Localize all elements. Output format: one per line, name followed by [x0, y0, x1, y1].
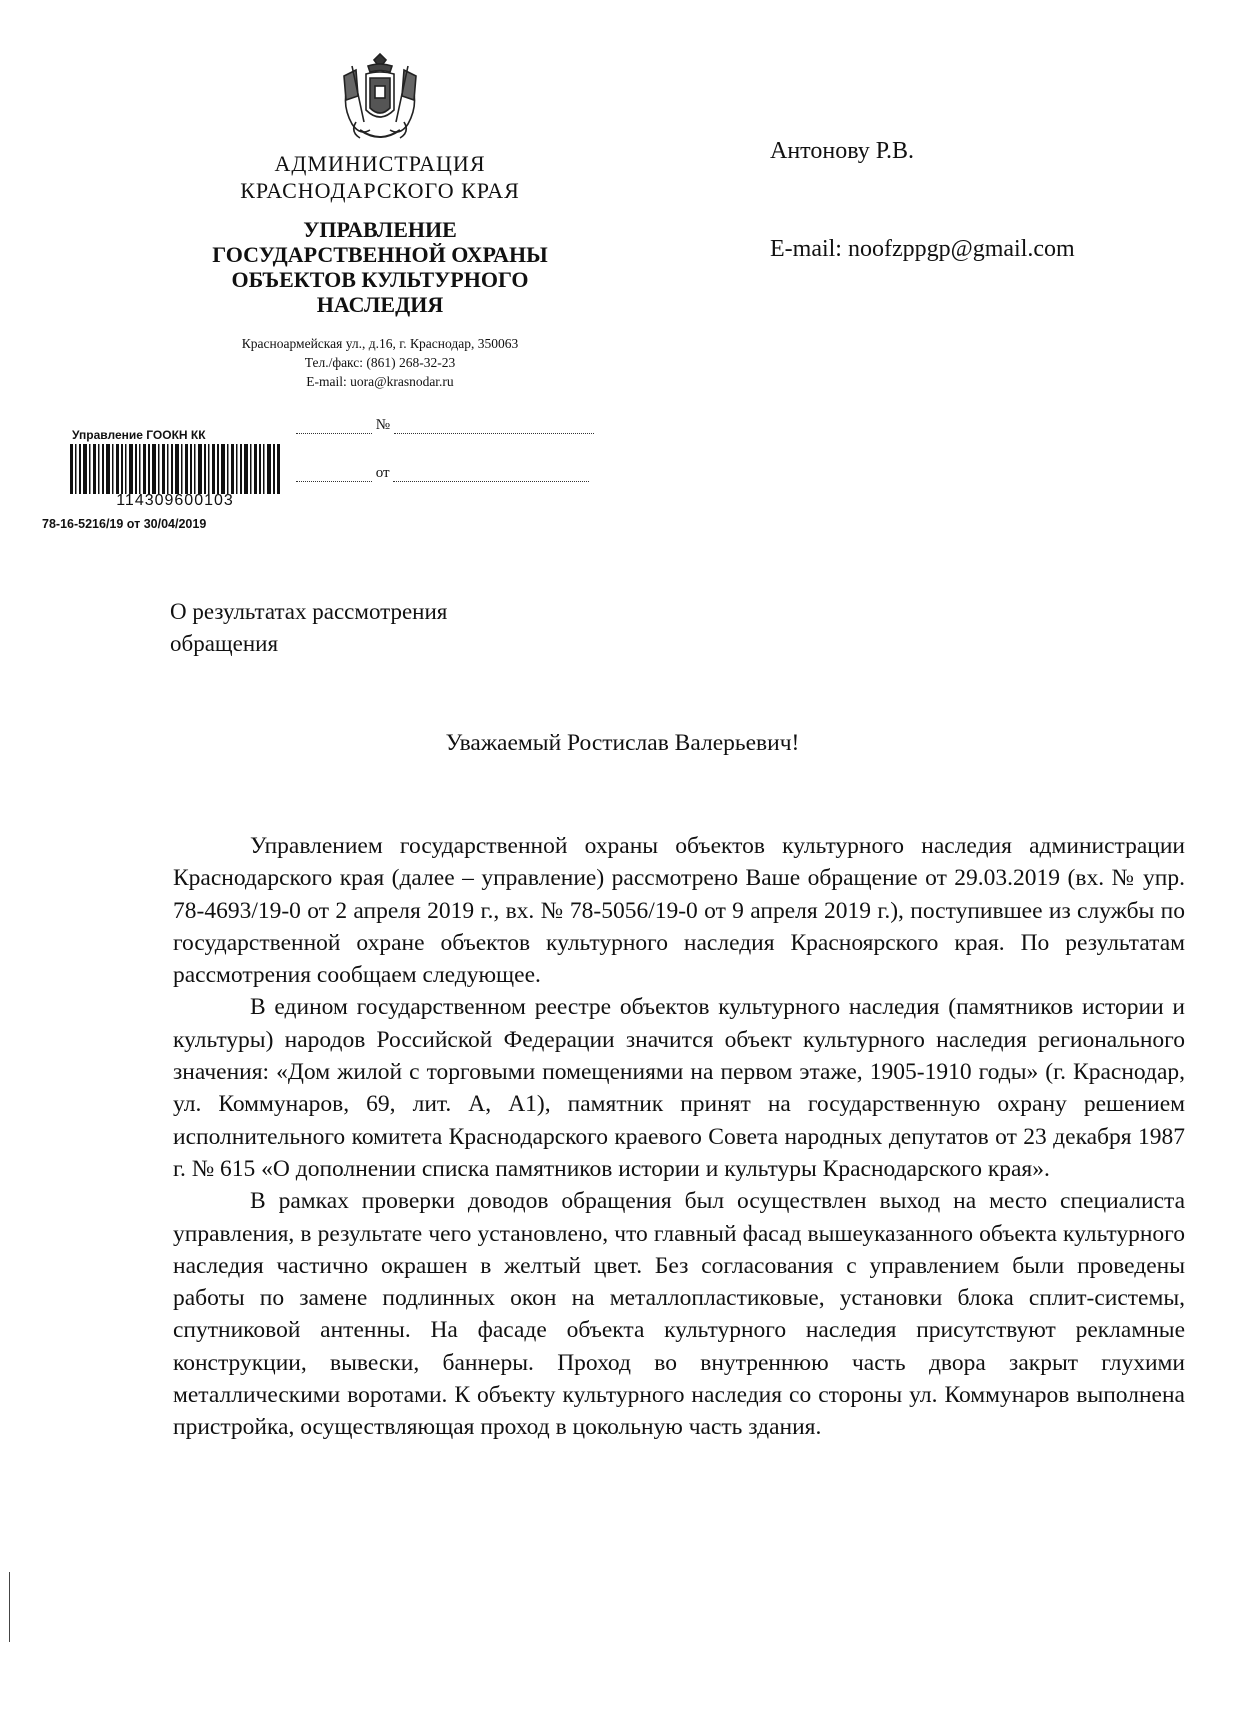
- registration-number: 78-16-5216/19 от 30/04/2019: [42, 517, 207, 531]
- recipient-name: Антонову Р.В.: [770, 138, 915, 164]
- coat-of-arms-icon: [330, 52, 430, 148]
- barcode-icon: [70, 444, 280, 494]
- date-word: от: [375, 465, 390, 481]
- barcode-number: 114309600103: [116, 492, 234, 509]
- subject-line-1: О результатах рассмотрения: [170, 599, 448, 624]
- department-line-3: ОБЪЕКТОВ КУЛЬТУРНОГО: [231, 267, 529, 292]
- letter-subject: [170, 596, 590, 660]
- letter-body: [173, 830, 1185, 1444]
- department-name: [170, 217, 590, 317]
- administration-name: [185, 150, 575, 204]
- scan-margin-line: [9, 1572, 10, 1642]
- department-line-2: ГОСУДАРСТВЕННОЙ ОХРАНЫ: [212, 242, 548, 267]
- department-line-1: УПРАВЛЕНИЕ: [303, 217, 457, 242]
- administration-line-1: АДМИНИСТРАЦИЯ: [274, 151, 486, 176]
- body-paragraph-2: В едином государственном реестре объектов культурного наследия (памятников истории и культуры) народов Российской Федерации значится объект культурного наследия регионального значения: «Дом жилой с торговыми помещениями на первом этаже, 1905-1910 годы» (г. Краснодар, ул. Коммунаров, 69, лит. А, А1), памятник принят на государственную охрану решением исполнительного комитета Краснодарского краевого Совета народных депутатов от 23 декабря 1987 г. № 615 «О дополнении списка памятников истории и культуры Краснодарского края».: [173, 994, 1185, 1182]
- body-paragraph-1: Управлением государственной охраны объектов культурного наследия администрации Краснодарского края (далее – управление) рассмотрено Ваше обращение от 29.03.2019 (вх. № упр. 78-4693/19-0 от 2 апреля 2019 г., вх. № 78-5056/19-0 от 9 апреля 2019 г.), поступившее из службы по государственной охране объектов культурного наследия Красноярского края. По результатам рассмотрения сообщаем следующее.: [173, 833, 1185, 989]
- body-paragraph-3: В рамках проверки доводов обращения был осуществлен выход на место специалиста управления, в результате чего установлено, что главный фасад вышеуказанного объекта культурного наследия частично окрашен в желтый цвет. Без согласования с управлением были проведены работы по замене подлинных окон на металлопластиковые, установки блока сплит-системы, спутниковой антенны. На фасаде объекта культурного наследия присутствуют рекламные конструкции, вывески, баннеры. Проход во внутреннюю часть двора закрыт глухими металлическими воротами. К объекту культурного наследия со стороны ул. Коммунаров выполнена пристройка, осуществляющая проход в цокольную часть здания.: [173, 1188, 1185, 1441]
- subject-line-2: обращения: [170, 631, 279, 656]
- registration-stamp: [42, 428, 292, 548]
- salutation: Уважаемый Ростислав Валерьевич!: [445, 730, 800, 756]
- administration-line-2: КРАСНОДАРСКОГО КРАЯ: [240, 178, 520, 203]
- department-email: E-mail: uora@krasnodar.ru: [306, 374, 454, 389]
- recipient-email: E-mail: noofzppgp@gmail.com: [770, 236, 1075, 262]
- number-sign: №: [375, 417, 391, 433]
- department-line-4: НАСЛЕДИЯ: [316, 292, 444, 317]
- outgoing-number-line: [296, 417, 594, 434]
- department-phone: Тел./факс: (861) 268-32-23: [304, 355, 456, 370]
- stamp-title: Управление ГООКН КК: [72, 428, 206, 442]
- department-address: Красноармейская ул., д.16, г. Краснодар, 350063: [241, 336, 519, 351]
- department-contacts: [170, 334, 590, 391]
- outgoing-date-line: [296, 465, 589, 482]
